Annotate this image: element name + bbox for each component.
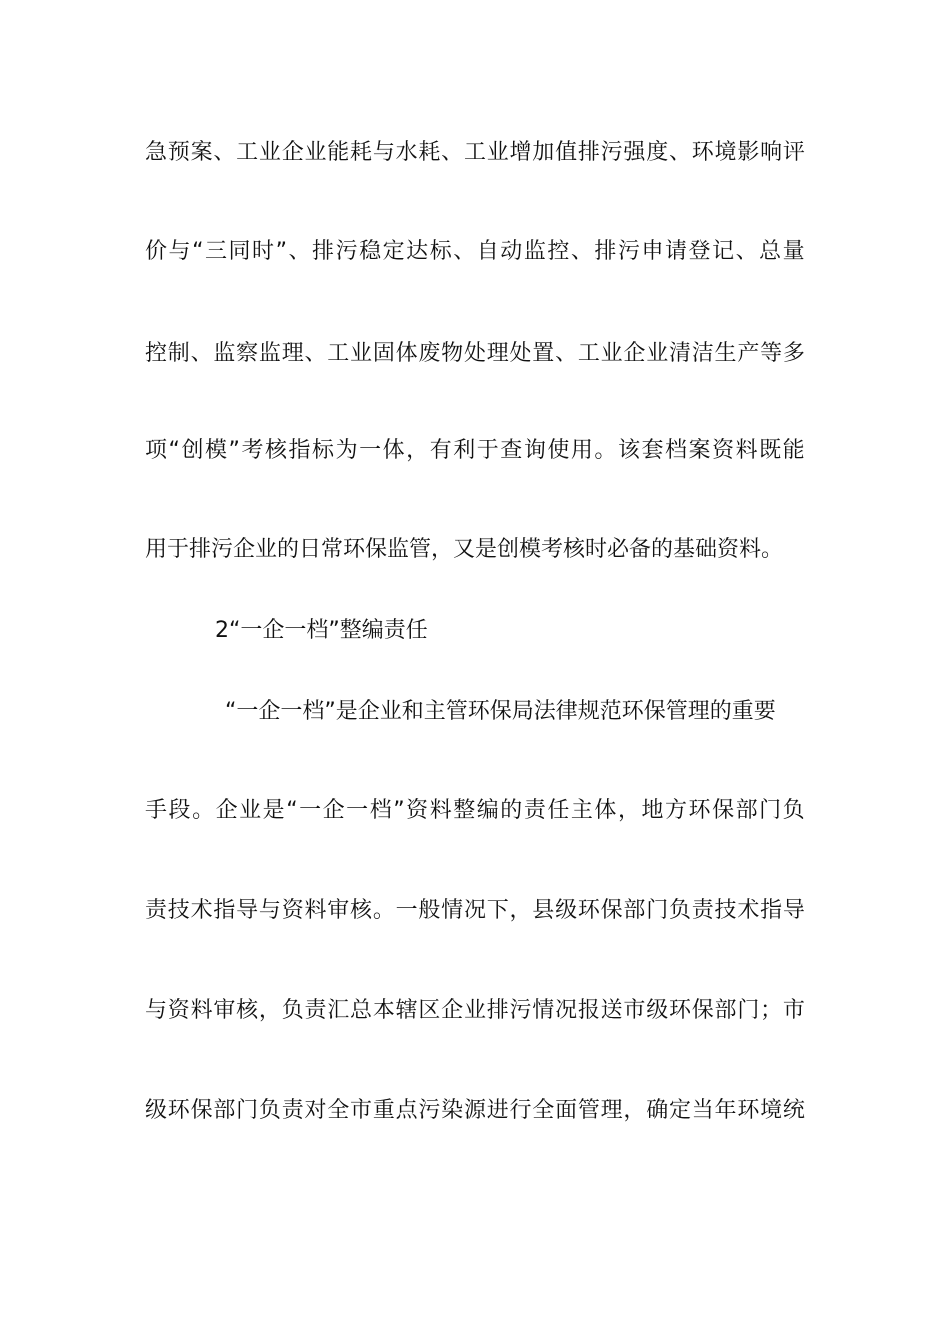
text-line-4: 项 “ 创 模 ” 考 核 指 标 为 一 体 ， 有 利 于 查 询 使 用 。 该 套 档 案 资 料 既 能 (145, 438, 805, 463)
text-line-7: 手 段 。 企 业 是 “ 一 企 一 档 ” 资 料 整 编 的 责 任 主 体 ， 地 方 环 保 部 门 负 (145, 798, 805, 823)
text-line-9: 与 资 料 审 核 ， 负 责 汇 总 本 辖 区 企 业 排 污 情 况 报 送 市 级 环 保 部 门 ； 市 (145, 998, 805, 1023)
text-line-5: 用于排污企业的日常环保监管，又是创模考核时必备的基础资料。 (145, 537, 784, 562)
text-line-2: 价 与 “ 三 同 时 ” 、 排 污 稳 定 达 标 、 自 动 监 控 、 排 污 申 请 登 记 、 总 量 (145, 239, 805, 264)
text-line-10: 级 环 保 部 门 负 责 对 全 市 重 点 污 染 源 进 行 全 面 管 理 ， 确 定 当 年 环 境 统 (145, 1098, 805, 1123)
text-line-3: 控 制 、 监 察 监 理 、 工 业 固 体 废 物 处 理 处 置 、 工 业 企 业 清 洁 生 产 等 多 (145, 341, 805, 366)
section-heading: 2“一企一档”整编责任 (215, 618, 428, 643)
paragraph-start-line: “一企一档”是企业和主管环保局法律规范环保管理的重要 (225, 699, 776, 724)
text-line-1: 急 预 案 、 工 业 企 业 能 耗 与 水 耗 、 工 业 增 加 值 排 污 强 度 、 环 境 影 响 评 (145, 140, 805, 165)
text-line-8: 责 技 术 指 导 与 资 料 审 核 。 一 般 情 况 下 ， 县 级 环 保 部 门 负 责 技 术 指 导 (145, 898, 805, 923)
